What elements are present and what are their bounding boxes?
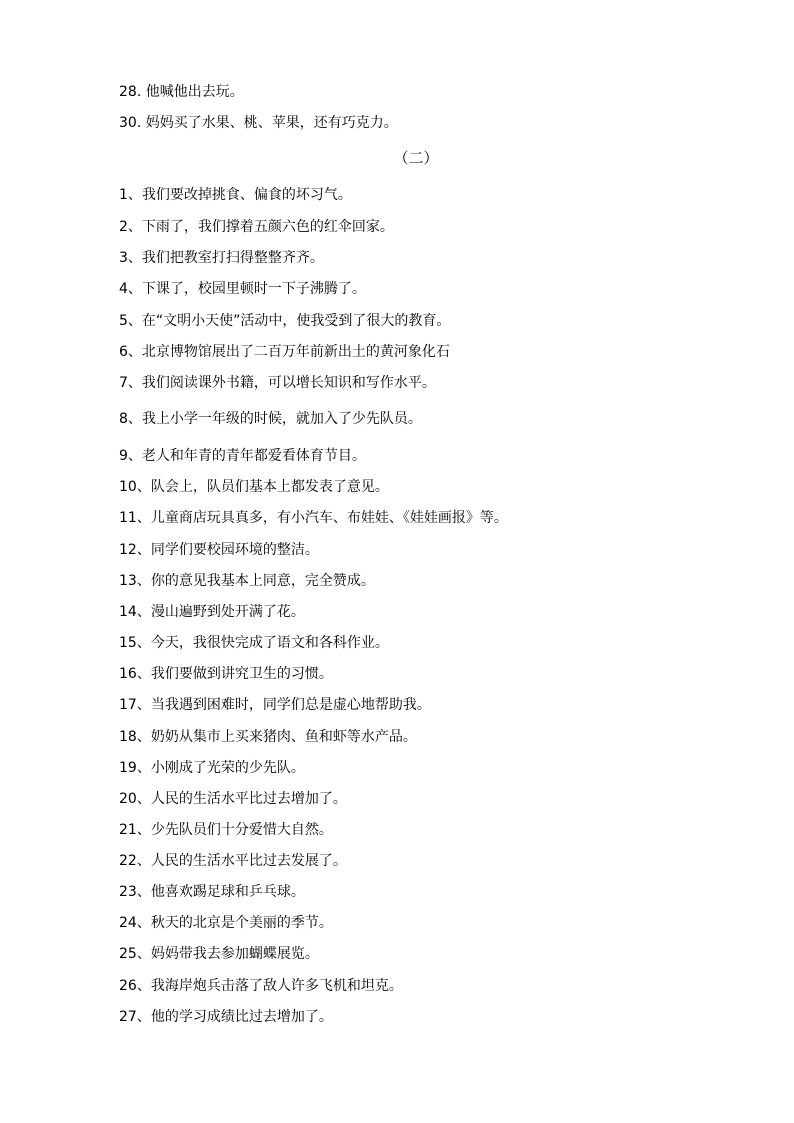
- exercise-line-21: 21、少先队员们十分爱惜大自然。: [119, 822, 333, 838]
- exercise-line-8: 8、我上小学一年级的时候，就加入了少先队员。: [119, 411, 422, 427]
- exercise-line-18: 18、奶奶从集市上买来猪肉、鱼和虾等水产品。: [119, 729, 417, 745]
- exercise-line-9: 9、老人和年青的青年都爱看体育节目。: [119, 448, 366, 464]
- exercise-line-19: 19、小刚成了光荣的少先队。: [119, 760, 305, 776]
- exercise-line-16: 16、我们要做到讲究卫生的习惯。: [119, 666, 333, 682]
- exercise-line-20: 20、人民的生活水平比过去增加了。: [119, 791, 347, 807]
- exercise-line-7: 7、我们阅读课外书籍，可以增长知识和写作水平。: [119, 375, 436, 391]
- exercise-line-2: 2、下雨了，我们撑着五颜六色的红伞回家。: [119, 219, 394, 235]
- exercise-line-26: 26、我海岸炮兵击落了敌人许多飞机和坦克。: [119, 978, 403, 994]
- exercise-line-6: 6、北京博物馆展出了二百万年前新出土的黄河象化石: [119, 344, 450, 360]
- exercise-line-23: 23、他喜欢踢足球和乒乓球。: [119, 884, 305, 900]
- exercise-line-4: 4、下课了，校园里顿时一下子沸腾了。: [119, 281, 366, 297]
- exercise-line-30: 30. 妈妈买了水果、桃、苹果，还有巧克力。: [119, 115, 398, 131]
- exercise-line-10: 10、队会上，队员们基本上都发表了意见。: [119, 479, 389, 495]
- exercise-line-14: 14、漫山遍野到处开满了花。: [119, 604, 305, 620]
- exercise-line-5: 5、在“文明小天使”活动中，使我受到了很大的教育。: [119, 313, 451, 329]
- exercise-line-11: 11、儿童商店玩具真多，有小汽车、布娃娃、《娃娃画报》等。: [119, 510, 508, 526]
- exercise-line-27: 27、他的学习成绩比过去增加了。: [119, 1009, 333, 1025]
- exercise-line-13: 13、你的意见我基本上同意，完全赞成。: [119, 573, 375, 589]
- exercise-line-25: 25、妈妈带我去参加蝴蝶展览。: [119, 946, 319, 962]
- exercise-line-28: 28. 他喊他出去玩。: [119, 84, 244, 100]
- exercise-line-12: 12、同学们要校园环境的整洁。: [119, 542, 319, 558]
- exercise-line-1: 1、我们要改掉挑食、偏食的坏习气。: [119, 187, 352, 203]
- exercise-line-3: 3、我们把教室打扫得整整齐齐。: [119, 250, 324, 266]
- exercise-line-24: 24、秋天的北京是个美丽的季节。: [119, 915, 333, 931]
- exercise-line-22: 22、人民的生活水平比过去发展了。: [119, 853, 347, 869]
- exercise-line-17: 17、当我遇到困难时，同学们总是虚心地帮助我。: [119, 697, 431, 713]
- section-heading: （二）: [393, 149, 439, 167]
- exercise-line-15: 15、今天，我很快完成了语文和各科作业。: [119, 635, 389, 651]
